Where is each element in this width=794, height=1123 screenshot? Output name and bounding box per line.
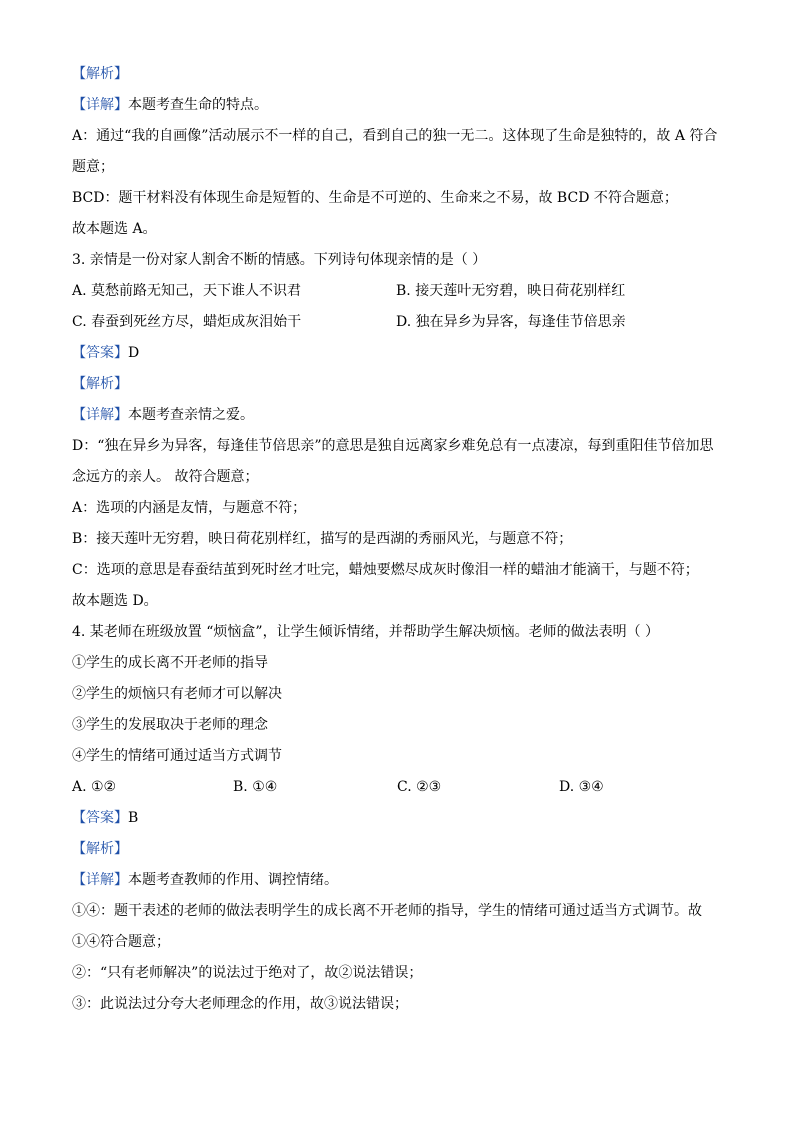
statement-3: ③学生的发展取决于老师的理念 (72, 717, 268, 733)
detail-text: 本题考查生命的特点。 (128, 97, 268, 113)
explanation-line-c: C：选项的意思是春蚕结茧到死时丝才吐完，蜡烛要燃尽成灰时像泪一样的蜡油才能滴干，与题不符； (72, 562, 699, 578)
explanation-line-b: B：接天莲叶无穷碧，映日荷花别样红，描写的是西湖的秀丽风光，与题意不符； (72, 531, 573, 547)
answer-label: 【答案】 (72, 345, 128, 361)
detail-line (72, 405, 254, 425)
explanation-line-3: ③：此说法过分夸大老师理念的作用，故③说法错误； (72, 996, 408, 1012)
option-d: D. 独在异乡为异客，每逢佳节倍思亲 (396, 314, 626, 330)
explanation-line-a1: A：通过“我的自画像”活动展示不一样的自己，看到自己的独一无二。这体现了生命是独特的，故 A 符合 (72, 128, 718, 144)
explanation-line-2: ②：“只有老师解决”的说法过于绝对了，故②说法错误； (72, 965, 423, 981)
answer-value: D (128, 345, 140, 361)
statement-4: ④学生的情绪可通过适当方式调节 (72, 748, 282, 764)
detail-text: 本题考查亲情之爱。 (128, 407, 254, 423)
option-a: A. 莫愁前路无知己，天下谁人不识君 (72, 283, 302, 299)
option-a: A. ①② (72, 779, 117, 795)
answer-label: 【答案】 (72, 810, 128, 826)
option-b: B. ①④ (233, 779, 278, 795)
explanation-line-bcd: BCD：题干材料没有体现生命是短暂的、生命是不可逆的、生命来之不易，故 BCD 不符合题意； (72, 190, 678, 206)
analysis-label: 【解析】 (72, 66, 128, 82)
explanation-line-14a: ①④：题干表述的老师的做法表明学生的成长离不开老师的指导，学生的情绪可通过适当方式调节。故 (72, 903, 702, 919)
option-c: C. ②③ (397, 779, 442, 795)
question-3-options-row-2 (72, 312, 722, 332)
detail-label: 【详解】 (72, 97, 128, 113)
answer-line (72, 808, 138, 828)
detail-text: 本题考查教师的作用、调控情绪。 (128, 872, 338, 888)
explanation-line-d2: 念远方的亲人。 故符合题意； (72, 469, 259, 485)
answer-value: B (128, 810, 139, 826)
option-d: D. ③④ (559, 779, 604, 795)
detail-line (72, 870, 338, 890)
question-3-options-row-1 (72, 281, 722, 301)
conclusion-line: 故本题选 A。 (72, 221, 157, 237)
detail-label: 【详解】 (72, 407, 128, 423)
explanation-line-a2: 题意； (72, 159, 114, 175)
explanation-line-a: A：选项的内涵是友情，与题意不符； (72, 500, 307, 516)
analysis-label: 【解析】 (72, 376, 128, 392)
detail-label: 【详解】 (72, 872, 128, 888)
statement-2: ②学生的烦恼只有老师才可以解决 (72, 686, 282, 702)
option-b: B. 接天莲叶无穷碧，映日荷花别样红 (396, 283, 626, 299)
explanation-line-d1: D：“独在异乡为异客，每逢佳节倍思亲”的意思是独自远离家乡难免总有一点凄凉，每到重阳佳节倍加思 (72, 438, 714, 454)
analysis-label: 【解析】 (72, 841, 128, 857)
explanation-line-14b: ①④符合题意； (72, 934, 170, 950)
detail-line (72, 95, 268, 115)
question-4-options-row (72, 777, 722, 797)
conclusion-line: 故本题选 D。 (72, 593, 158, 609)
question-4-stem: 4. 某老师在班级放置 “烦恼盒”，让学生倾诉情绪，并帮助学生解决烦恼。老师的做法表明（ ） (72, 624, 660, 640)
question-3-stem: 3. 亲情是一份对家人割舍不断的情感。下列诗句体现亲情的是（ ） (72, 252, 487, 268)
answer-line (72, 343, 139, 363)
statement-1: ①学生的成长离不开老师的指导 (72, 655, 268, 671)
option-c: C. 春蚕到死丝方尽，蜡炬成灰泪始干 (72, 314, 302, 330)
